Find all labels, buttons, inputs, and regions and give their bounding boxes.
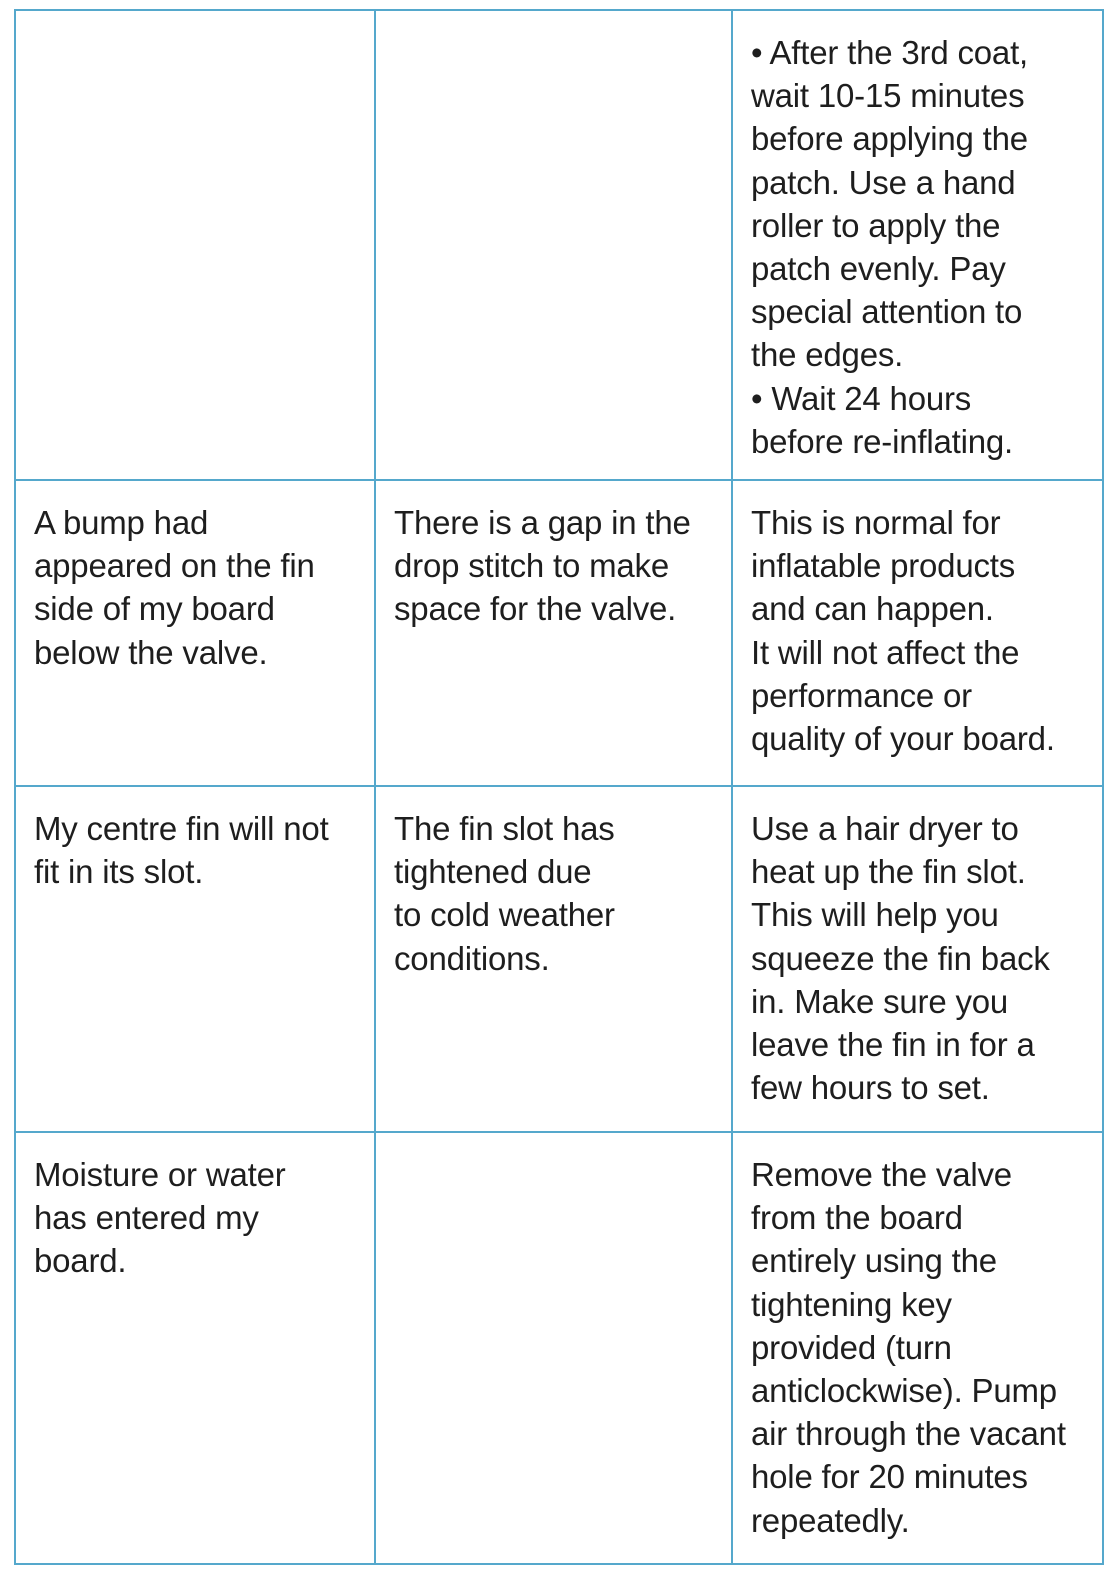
cell-line: • After the 3rd coat, bbox=[751, 34, 1029, 71]
cell-line: A bump had bbox=[34, 504, 209, 541]
table-row bbox=[15, 480, 1103, 786]
problem-cell bbox=[15, 10, 375, 480]
cell-line: repeatedly. bbox=[751, 1501, 910, 1539]
cell-line: This is normal for bbox=[751, 504, 1001, 541]
cell-line: and can happen. bbox=[751, 590, 994, 628]
problem-cell bbox=[15, 480, 375, 786]
troubleshooting-table bbox=[14, 9, 1104, 1565]
cell-line: board. bbox=[34, 1242, 127, 1280]
cell-line: from the board bbox=[751, 1199, 963, 1237]
cell-line: space for the valve. bbox=[394, 590, 677, 628]
cell-line: patch evenly. Pay bbox=[751, 250, 1006, 288]
cell-line: quality of your board. bbox=[751, 720, 1055, 758]
table-row bbox=[15, 10, 1103, 480]
cell-line: few hours to set. bbox=[751, 1069, 990, 1107]
cell-line: air through the vacant bbox=[751, 1415, 1066, 1453]
cell-line: inflatable products bbox=[751, 547, 1016, 585]
cell-line: There is a gap in the bbox=[394, 504, 691, 541]
problem-cell bbox=[15, 786, 375, 1132]
cell-line: tightened due bbox=[394, 853, 592, 891]
cell-line: side of my board bbox=[34, 590, 275, 628]
problem-cell bbox=[15, 1132, 375, 1564]
cell-line: in. Make sure you bbox=[751, 982, 1009, 1020]
cell-line: entirely using the bbox=[751, 1242, 997, 1280]
cell-line: drop stitch to make bbox=[394, 547, 669, 585]
cell-line: Moisture or water bbox=[34, 1156, 286, 1193]
cell-line: patch. Use a hand bbox=[751, 163, 1016, 201]
cell-line: Remove the valve bbox=[751, 1156, 1012, 1193]
table-row bbox=[15, 786, 1103, 1132]
solution-cell bbox=[732, 480, 1103, 786]
cell-line: appeared on the fin bbox=[34, 547, 315, 585]
cell-line: conditions. bbox=[394, 939, 550, 977]
cause-cell bbox=[375, 10, 732, 480]
cell-line: fit in its slot. bbox=[34, 853, 204, 891]
cell-line: to cold weather bbox=[394, 896, 615, 934]
cell-line: anticlockwise). Pump bbox=[751, 1372, 1057, 1410]
cell-line: hole for 20 minutes bbox=[751, 1458, 1028, 1496]
cell-line: roller to apply the bbox=[751, 206, 1001, 244]
cell-line: Use a hair dryer to bbox=[751, 810, 1019, 847]
cell-line: This will help you bbox=[751, 896, 999, 934]
cell-line: the edges. bbox=[751, 336, 904, 374]
cause-cell bbox=[375, 786, 732, 1132]
cell-line: provided (turn bbox=[751, 1328, 952, 1366]
cell-line: before applying the bbox=[751, 120, 1028, 158]
cell-line: heat up the fin slot. bbox=[751, 853, 1026, 891]
cell-line: squeeze the fin back bbox=[751, 939, 1050, 977]
cell-line: special attention to bbox=[751, 293, 1023, 331]
cell-line: wait 10-15 minutes bbox=[751, 77, 1025, 115]
solution-cell bbox=[732, 1132, 1103, 1564]
cell-line: performance or bbox=[751, 676, 972, 714]
cell-line: The fin slot has bbox=[394, 810, 615, 847]
cell-line: • Wait 24 hours bbox=[751, 379, 972, 417]
cell-line: It will not affect the bbox=[751, 633, 1020, 671]
cell-line: has entered my bbox=[34, 1199, 259, 1237]
cell-line: below the valve. bbox=[34, 633, 268, 671]
cause-cell bbox=[375, 480, 732, 786]
solution-cell bbox=[732, 786, 1103, 1132]
cell-line: My centre fin will not bbox=[34, 810, 329, 847]
solution-cell bbox=[732, 10, 1103, 480]
cause-cell bbox=[375, 1132, 732, 1564]
cell-line: before re-inflating. bbox=[751, 422, 1013, 460]
cell-line: leave the fin in for a bbox=[751, 1026, 1035, 1064]
table-row bbox=[15, 1132, 1103, 1564]
cell-line: tightening key bbox=[751, 1285, 952, 1323]
